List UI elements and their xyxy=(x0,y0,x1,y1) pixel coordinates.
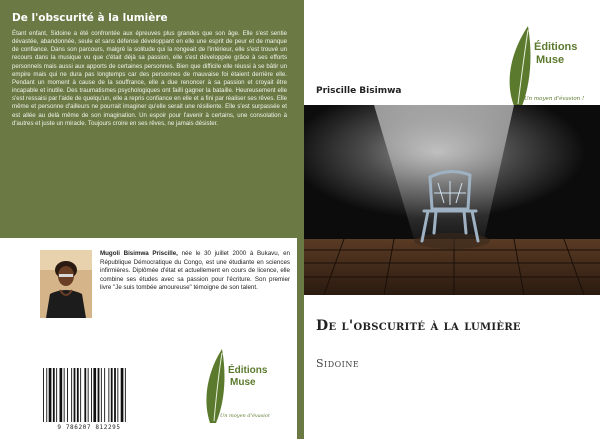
author-bio xyxy=(100,250,290,293)
barcode-bar xyxy=(84,368,86,422)
author-bio-text: née le 30 juillet 2000 à Bukavu, en République Démocratique du Congo, est une étudiante en sciences infirmières. Diplômée d'état et actuellement en cours de licence, elle combine ses études avec sa passion pour l'écriture. Son premier livre "Je suis tombée amoureuse" témoigne de son talent. xyxy=(100,250,290,292)
barcode-bar xyxy=(60,368,63,422)
barcode xyxy=(40,366,138,426)
barcode-digits: 9 786207 812295 xyxy=(57,424,121,431)
barcode-bar xyxy=(108,368,109,422)
barcode-bar xyxy=(53,368,55,422)
barcode-bar xyxy=(74,368,76,422)
front-title: De l'obscurité à la lumière xyxy=(316,318,521,334)
front-cover xyxy=(304,0,600,439)
barcode-bar xyxy=(43,368,44,422)
barcode-bar xyxy=(64,368,65,422)
barcode-bar xyxy=(56,368,57,422)
barcode-bar xyxy=(67,368,68,422)
barcode-bar xyxy=(111,368,113,422)
barcode-bar xyxy=(77,368,79,422)
author-bio-name: Mugoli Bisimwa Priscille, xyxy=(100,250,178,257)
barcode-bar xyxy=(91,368,92,422)
back-cover-author-panel xyxy=(0,238,297,439)
cover-photo-chair xyxy=(304,105,600,295)
spine xyxy=(297,0,304,439)
barcode-bar xyxy=(88,368,89,422)
author-photo xyxy=(40,250,92,318)
back-cover-title: De l'obscurité à la lumière xyxy=(12,12,168,24)
publisher-logo-back-tagline: Un moyen d'évasion ! xyxy=(220,413,270,419)
publisher-logo-front xyxy=(504,20,584,116)
publisher-logo-back xyxy=(200,343,270,431)
barcode-bar xyxy=(121,368,124,422)
publisher-logo-front-tagline: Un moyen d'évasion ! xyxy=(524,96,584,102)
barcode-bar xyxy=(104,368,105,422)
back-cover-blurb-panel xyxy=(0,0,297,238)
back-cover xyxy=(0,0,297,439)
publisher-logo-back-line1: Éditions xyxy=(228,365,268,376)
barcode-bar xyxy=(114,368,116,422)
barcode-bar xyxy=(71,368,72,422)
publisher-logo-front-line2: Muse xyxy=(536,54,565,66)
barcode-bar xyxy=(80,368,81,422)
barcode-bar xyxy=(101,368,102,422)
barcode-bar xyxy=(125,368,126,422)
front-subtitle: Sidoine xyxy=(316,357,360,370)
front-author: Priscille Bisimwa xyxy=(316,86,402,96)
barcode-bars xyxy=(40,366,138,426)
barcode-bar xyxy=(98,368,100,422)
barcode-bar xyxy=(117,368,118,422)
barcode-bar xyxy=(93,368,96,422)
barcode-bar xyxy=(49,368,52,422)
back-cover-blurb: Étant enfant, Sidoine a été confrontée aux épreuves plus grandes que son âge. Elle s'est sentie dévastée, abandonnée, seule et sans défense développant en elle une esprit de peur et de manque de confiance. Dans son parcours, malgré la solitude qui la rongeait de l'intérieur, elle s'est trouvé un recours dans la musique vu que c'était déjà sa passion, elle s'est développée grâce à ses efforts personnels mais aussi aux apports de certaines personnes. Bien que difficile elle réussi à se bâtir un empire mais qui ne dura pas longtemps car des personnes de mauvaise foi étaient derrière elle. Pendant un moment à cause de la souffrance, elle a due renoncer à sa passion et croyait être incapable et inutile. Des traumatismes psychologiques ont failli gagner la bataille. Heureusement elle s'est ressaisi par l'aide de quelqu'un, elle a repris confiance en elle et a fini par réaliser ses rêves. Elle même et personne d'ailleurs ne pourrait imaginer qu'elle serait une résiliente. Elle s'est surpassée et est allée au delà même de son imagination. Un espoir pour l'avenir à certains, une consolation à d'autres et juste un miracle. Toujours croire en ses rêves, ne jamais désister. xyxy=(12,30,287,127)
publisher-logo-back-line2: Muse xyxy=(230,377,256,388)
barcode-bar xyxy=(46,368,47,422)
publisher-logo-front-line1: Éditions xyxy=(534,41,578,53)
